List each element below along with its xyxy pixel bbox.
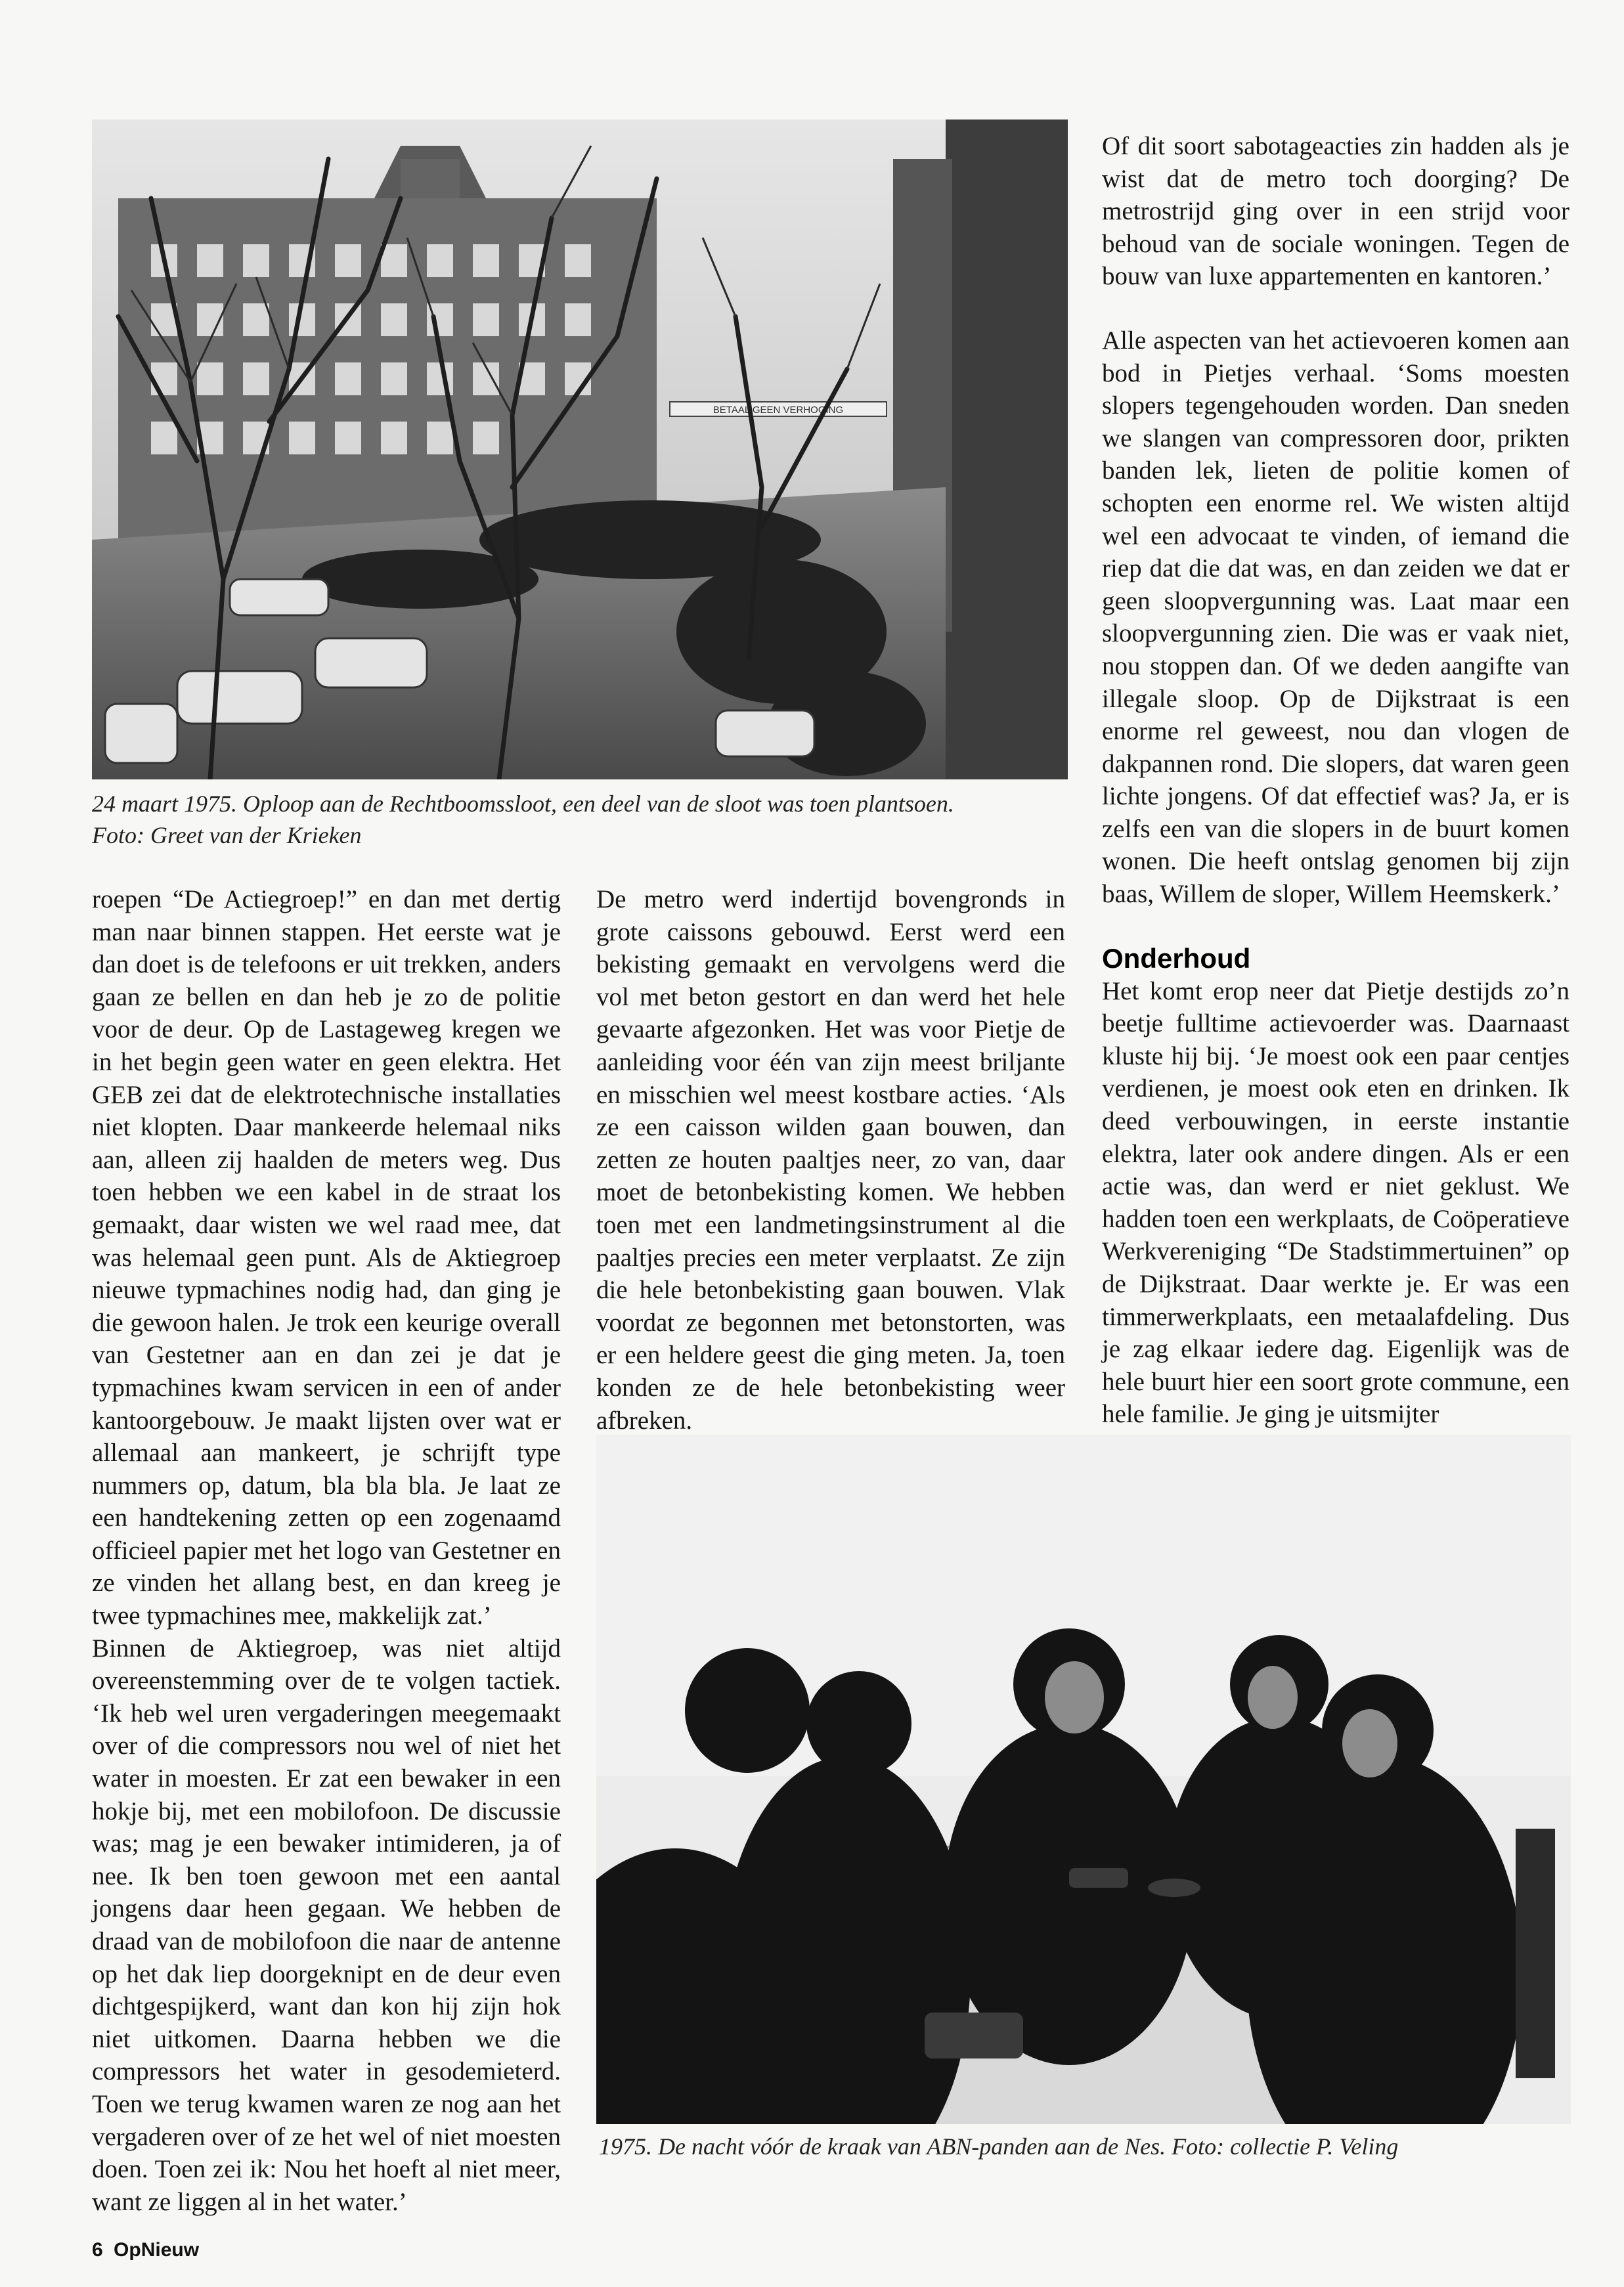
photo-group-meeting <box>596 1435 1571 2124</box>
page-number: 6 <box>92 2239 103 2261</box>
article-paragraph: De metro werd indertijd bovengronds in grote caissons gebouwd. Eerst werd een bekisting gemaakt en vervolgens werd die vol met beton gestort en dan werd het hele gevaarte afgezonken. Het was voor Pietje de aanleiding voor één van zijn meest briljante en misschien wel meest kostbare acties. ‘Als ze een caisson wilden gaan bouwen, dan zetten ze houten paaltjes neer, zo van, daar moet de betonbekisting komen. We hebben toen met een landmetingsinstrument al die paaltjes precies een meter verplaatst. Ze zijn die hele betonbekisting gaan bouwen. Vlak voordat ze begonnen met betonstorten, was er een heldere geest die ging meten. Ja, toen konden ze de hele betonbekisting weer afbreken. <box>596 885 1065 1435</box>
article-paragraph: Alle aspecten van het actievoeren komen aan bod in Pietjes verhaal. ‘Soms moesten slopers tegengehouden worden. Dan sneden we slangen van compressoren door, prikten banden lek, lieten de politie komen of schopten een enorme rel. We wisten altijd wel een advocaat te vinden, of iemand die riep dat die dat was, en dan zeiden we dat er geen sloopvergunning was. Laat maar een sloopvergunning zien. Die was er vaak niet, nou stoppen dan. Of we deden aangifte van illegale sloop. Op de Dijkstraat is een enorme rel geweest, nou dan vlogen de dakpannen rond. Die slopers, dat waren geen lichte jongens. Of dat effectief was? Ja, er is zelfs een van die slopers in de buurt komen wonen. Die heeft ontslag genomen bij zijn baas, Willem de sloper, Willem Heemskerk.’ <box>1102 326 1569 909</box>
photo1-caption-credit: Foto: Greet van der Krieken <box>92 822 362 848</box>
banner-text: BETAAL GEEN VERHOGING <box>713 404 844 416</box>
street-photo-illustration <box>92 120 1068 779</box>
article-paragraph: Het komt erop neer dat Pietje destijds zo’n beetje fulltime actievoerder was. Daarnaast kluste hij bij. ‘Je moest ook een paar centjes verdienen, je moest ook eten en drinken. Ik deed verbouwingen, in eerste instantie elektra, later ook andere dingen. Als er een actie was, dan werd er niet geklust. We hadden toen een werkplaats, de Coöperatieve Werkvereniging “De Stadstimmertuinen” op de Dijkstraat. Daar werkte je. Er was een timmerwerkplaats, een metaalafdeling. Dus je zag elkaar iedere dag. Eigenlijk was de hele buurt hier een soort grote commune, een hele familie. Je ging je uitsmijter <box>1102 976 1569 1429</box>
article-column-middle <box>596 883 1065 1437</box>
article-column-left <box>92 883 561 2218</box>
magazine-name: OpNieuw <box>114 2239 200 2261</box>
photo2-caption: 1975. De nacht vóór de kraak van ABN-panden aan de Nes. Foto: collectie P. Veling <box>599 2133 1399 2160</box>
section-heading-onderhoud: Onderhoud <box>1102 942 1251 974</box>
article-paragraph: Of dit soort sabotageacties zin hadden als je wist dat de metro toch doorging? De metrostrijd ging over in een strijd voor behoud van de sociale woningen. Tegen de bouw van luxe appartementen en kantoren.’ <box>1102 132 1569 291</box>
photo-street-protest <box>92 120 1068 779</box>
photo1-caption-line1: 24 maart 1975. Oploop aan de Rechtboomssloot, een deel van de sloot was toen plantsoen. <box>92 791 954 817</box>
group-photo-illustration <box>596 1435 1571 2124</box>
article-paragraph: Binnen de Aktiegroep, was niet altijd overeenstemming over de te volgen tactiek. ‘Ik heb wel uren vergaderingen meegemaakt over of die compressors nou wel of niet het water in moesten. Er zat een bewaker in een hokje bij, met een mobilofoon. De discussie was; mag je een bewaker intimideren, ja of nee. Ik ben toen gewoon met een aantal jongens daar heen gegaan. We hebben de draad van de mobilofoon die naar de antenne op het dak liep doorgeknipt en de deur even dichtgespijkerd, want dan kon hij zijn hok niet uitkomen. Daarna hebben we die compressors het water in gesodemieterd. Toen we terug kwamen waren ze nog aan het vergaderen over of ze het wel of niet moesten doen. Toen zei ik: Nou het hoeft al niet meer, want ze liggen al in het water.’ <box>92 1634 561 2216</box>
article-column-right <box>1102 130 1569 1431</box>
article-paragraph: roepen “De Actiegroep!” en dan met dertig man naar binnen stappen. Het eerste wat je dan doet is de telefoons er uit trekken, anders gaan ze bellen en dan heb je zo de politie voor de deur. Op de Lastageweg kregen we in het begin geen water en geen elektra. Het GEB zei dat de elektrotechnische installaties niet klopten. Daar mankeerde helemaal niks aan, alleen zij haalden de meters weg. Dus toen hebben we een kabel in de straat los gemaakt, daar wisten we wel raad mee, dat was helemaal geen punt. Als de Aktiegroep nieuwe typmachines nodig had, dan ging je die gewoon halen. Je trok een keurige overall van Gestetner aan en dan zei je dat je typmachines kwam servicen in een of ander kantoorgebouw. Je maakt lijsten over wat er allemaal aan mankeert, je schrijft type nummers op, datum, bla bla bla. Je laat ze een handtekening zetten op een zogenaamd officieel papier met het logo van Gestetner en ze vinden het allang best, en dan kreeg je twee typmachines mee, makkelijk zat.’ <box>92 885 561 1630</box>
page-footer <box>92 2239 199 2261</box>
